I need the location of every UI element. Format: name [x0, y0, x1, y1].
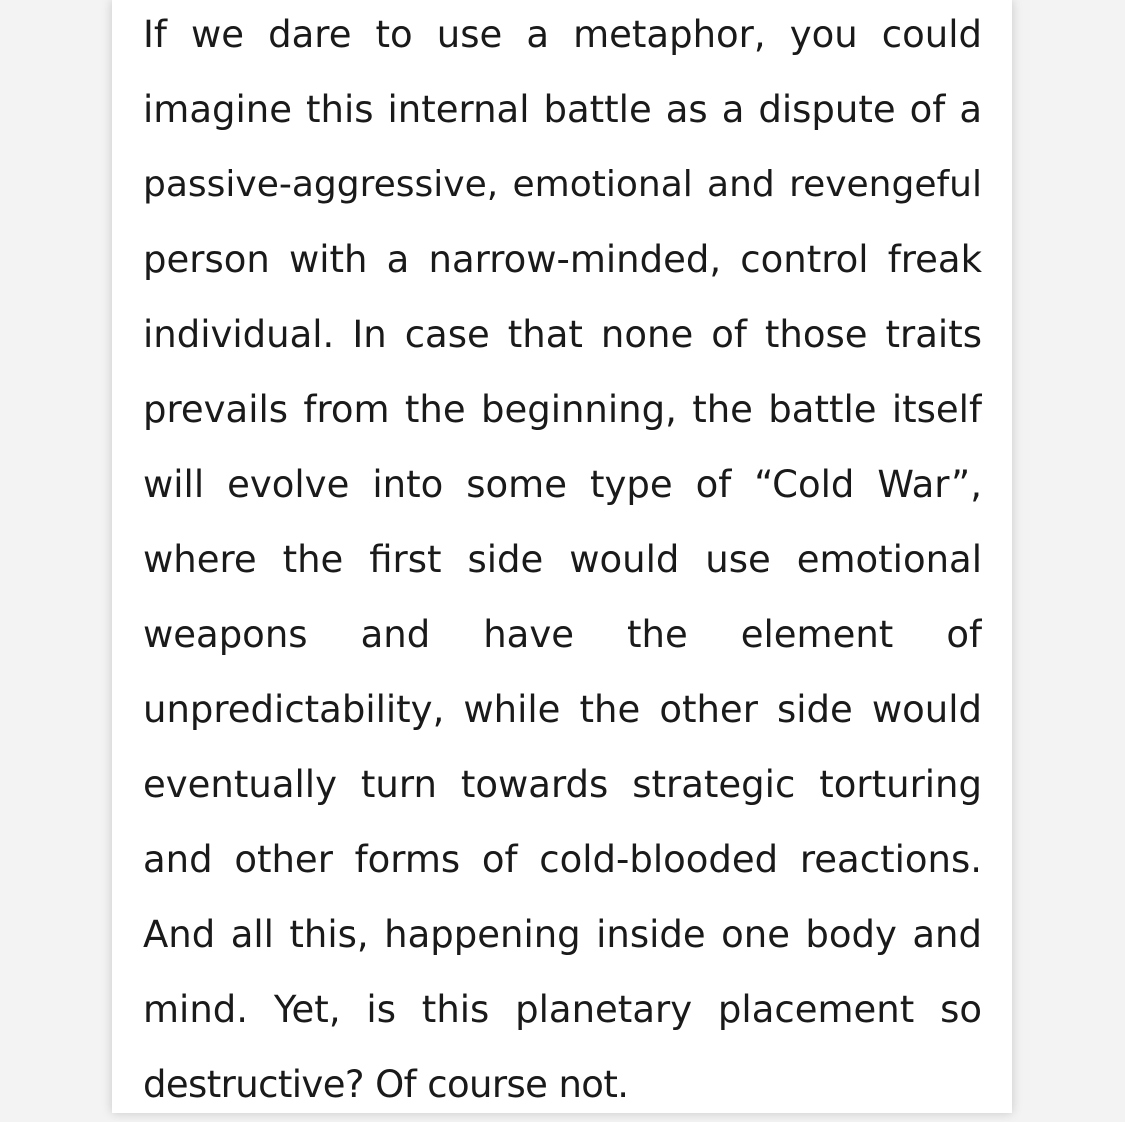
paragraph-line: person with a narrow-minded, control freak — [143, 238, 982, 281]
paragraph-line: imagine this internal battle as a dispute of a — [143, 88, 982, 131]
paragraph-line: And all this, happening inside one body and — [143, 913, 982, 956]
paragraph-line: where the first side would use emotional — [143, 538, 982, 581]
paragraph-line: unpredictability, while the other side would — [143, 688, 982, 731]
paragraph-line: eventually turn towards strategic torturing — [143, 763, 982, 806]
paragraph-line: individual. In case that none of those traits — [143, 313, 982, 356]
paragraph-line: If we dare to use a metaphor, you could — [143, 13, 982, 56]
paragraph-line: passive-aggressive, emotional and revengeful — [143, 164, 982, 205]
paragraph-line: prevails from the beginning, the battle itself — [143, 388, 982, 431]
paragraph-line: mind. Yet, is this planetary placement so — [143, 988, 982, 1031]
paragraph-line-last: destructive? Of course not. — [143, 1063, 629, 1106]
paragraph-line: will evolve into some type of “Cold War”, — [143, 463, 982, 506]
paragraph-line: weapons and have the element of — [143, 613, 982, 656]
paragraph-line: and other forms of cold-blooded reactions. — [143, 838, 982, 881]
article-paragraph — [143, 0, 982, 1122]
article-page — [112, 0, 1012, 1113]
